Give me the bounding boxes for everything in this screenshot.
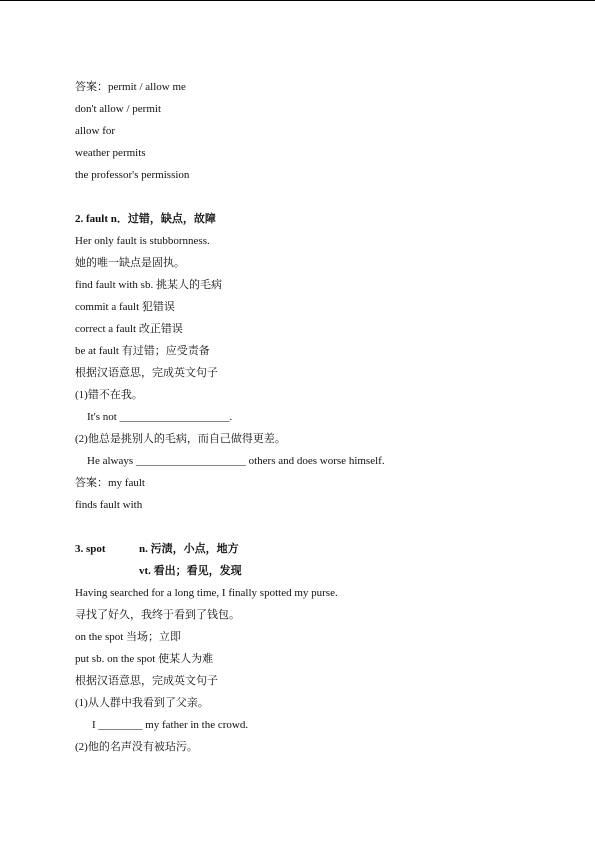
top-rule: [0, 0, 595, 1]
fault-line: (1)错不在我。: [75, 389, 143, 401]
spot-line: Having searched for a long time, I finally spotted my purse.: [75, 587, 338, 599]
spot-line: 根据汉语意思，完成英文句子: [75, 675, 218, 687]
spot-line: (1)从人群中我看到了父亲。: [75, 697, 209, 709]
fault-line: commit a fault 犯错误: [75, 301, 175, 313]
spot-section: [75, 538, 575, 758]
spot-exercise-1: I ________ my father in the crowd.: [92, 719, 249, 731]
spot-heading: [75, 538, 575, 560]
answer-line: weather permits: [75, 147, 146, 159]
fault-answer: finds fault with: [75, 499, 143, 511]
answer-line: don't allow / permit: [75, 103, 161, 115]
spot-heading-noun: n. 污渍，小点，地方: [139, 543, 239, 555]
fault-line: 根据汉语意思，完成英文句子: [75, 367, 218, 379]
fault-heading: 2. fault n．过错，缺点，故障: [75, 213, 216, 225]
fault-section: [75, 208, 575, 516]
fault-line: find fault with sb. 挑某人的毛病: [75, 279, 222, 291]
spot-line: 寻找了好久，我终于看到了钱包。: [75, 609, 240, 621]
fault-line: 她的唯一缺点是固执。: [75, 257, 185, 269]
spot-heading-verb: vt. 看出；看见，发现: [139, 565, 242, 577]
fault-line: correct a fault 改正错误: [75, 323, 183, 335]
answer-line: 答案：permit / allow me: [75, 81, 186, 93]
spot-line: on the spot 当场；立即: [75, 631, 182, 643]
fault-exercise-1: It's not ____________________.: [87, 411, 233, 423]
answer-line: allow for: [75, 125, 116, 137]
fault-exercise-2: He always ____________________ others and does worse himself.: [87, 455, 385, 467]
fault-answer: 答案：my fault: [75, 477, 145, 489]
document-page: [75, 76, 575, 758]
answer-block-1: [75, 76, 575, 186]
spot-line: put sb. on the spot 使某人为难: [75, 653, 214, 665]
fault-question-2: (2)他总是挑别人的毛病，而自己做得更差。: [75, 433, 286, 445]
spot-question-2: (2)他的名声没有被玷污。: [75, 741, 198, 753]
fault-line: Her only fault is stubbornness.: [75, 235, 210, 247]
fault-line: be at fault 有过错；应受责备: [75, 345, 210, 357]
answer-line: the professor's permission: [75, 169, 190, 181]
spot-heading-word: 3. spot: [75, 543, 106, 555]
